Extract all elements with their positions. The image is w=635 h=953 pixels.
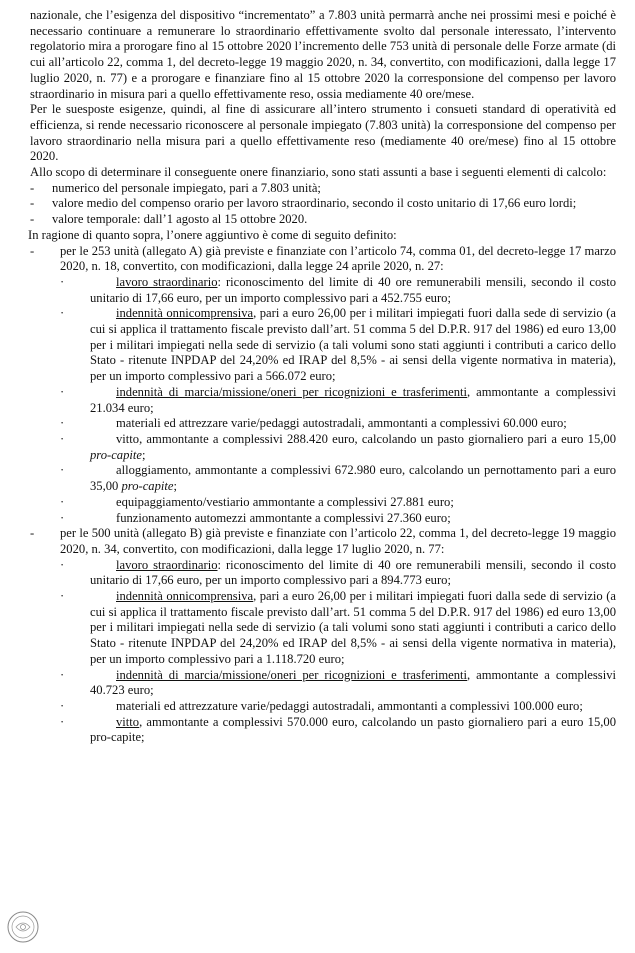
sub-bullet: · — [60, 510, 65, 525]
lavoro-label: lavoro straordinario — [116, 274, 218, 289]
group-b-lavoro — [60, 558, 616, 589]
group-a-sublist — [30, 275, 616, 526]
materiali-text: materiali ed attrezzare varie/pedaggi autostradali, ammontanti a complessivi 60.000 euro; — [116, 416, 567, 431]
lavoro-text: : riconoscimento del limite di 40 ore remunerabili mensili, secondo il costo unitario di 17,66 euro, per un importo complessivo pari a 452.755 euro; — [90, 274, 616, 305]
group-b-materiali — [60, 699, 616, 715]
calc-item-text: numerico del personale impiegato, pari a 7.803 unità; — [52, 180, 321, 195]
list-marker: - — [30, 526, 35, 541]
indennita-label: indennità onnicomprensiva — [116, 306, 254, 321]
sub-bullet: · — [60, 557, 65, 572]
paragraph-intro-2: Per le suesposte esigenze, quindi, al fine di assicurare all’intero strumento i consueti standard di operatività ed efficienza, si rende necessario riconoscere al personale impiegato (7.803 unità) la corresponsione del compenso per lavoro straordinario nella misura pari a quello effettivamente reso (mediamente 40 ore/mese) fino al 15 ottobre 2020. — [30, 102, 616, 164]
document-page — [30, 8, 616, 746]
vitto-text: vitto, ammontante a complessivi 288.420 euro, calcolando un pasto giornaliero pari a euro 15,00 — [116, 431, 616, 446]
equip-text: equipaggiamento/vestiario ammontante a complessivi 27.881 euro; — [116, 494, 454, 509]
group-b-indennita — [60, 589, 616, 668]
indennita-text: , pari a euro 26,00 per i militari impiegati fuori dalla sede di servizio (a cui si applica il trattamento fiscale previsto dall’art. 51 comma 5 del D.P.R. 917 del 1986) ed euro 13,00 per i militari impiegati nella sede di servizio (a tali volumi sono stati aggiunti i contributi a carico dello Stato - ritenute INPDAP del 24,20% ed IRAP del 8,5% - ai sensi della vigente normativa in materia), per un importo complessivo pari a 1.118.720 euro; — [90, 589, 616, 666]
group-a-indennita — [60, 306, 616, 385]
vitto-procapite: pro-capite — [90, 447, 142, 462]
paragraph-intro-3: Allo scopo di determinare il conseguente onere finanziario, sono stati assunti a base i seguenti elementi di calcolo: — [30, 165, 607, 180]
paragraph-intro-1: nazionale, che l’esigenza del dispositivo “incrementato” a 7.803 unità permarrà anche nei prossimi mesi e poiché è necessario continuare a remunerare lo straordinario effettivamente svolto dal personale interessato, l’intervento regolatorio mira a prorogare fino al 15 ottobre 2020 l’incremento delle 753 unità di personale delle Forze armate (di cui all’articolo 22, comma 1, del decreto-legge 19 maggio 2020, n. 34, convertito, con modificazioni, dalla legge 17 luglio 2020, n. 77) e a prorogare e finanziare fino al 15 ottobre 2020 la corresponsione del compenso per lavoro straordinario in misura pari a quello effettivamente reso, ossia mediamente 40 ore/mese. — [30, 8, 616, 101]
list-marker: - — [30, 243, 35, 258]
group-b-heading — [30, 526, 616, 557]
group-a-autom — [60, 511, 616, 527]
group-b-text: per le 500 unità (allegato B) già previste e finanziate con l’articolo 22, comma 1, del decreto-legge 19 maggio 2020, n. 34, convertito, con modificazioni, dalla legge 17 luglio 2020, n. 77: — [60, 526, 616, 556]
official-seal-stamp-icon — [6, 910, 40, 944]
group-a-alloggio — [60, 463, 616, 494]
sub-bullet: · — [60, 431, 65, 446]
group-a-marcia — [60, 385, 616, 416]
group-a-lavoro — [60, 275, 616, 306]
calc-item-text: valore temporale: dall’1 agosto al 15 ottobre 2020. — [52, 212, 308, 227]
sub-bullet: · — [60, 494, 65, 509]
alloggio-text: alloggiamento, ammontante a complessivi 672.980 euro, calcolando un pernottamento pari a euro 35,00 — [90, 463, 616, 494]
group-b-vitto — [60, 715, 616, 746]
autom-text: funzionamento automezzi ammontante a complessivi 27.360 euro; — [116, 510, 451, 525]
vitto-text: , ammontante a complessivi 570.000 euro, calcolando un pasto giornaliero pari a euro 15,00 pro-capite; — [90, 714, 616, 745]
group-a-materiali — [60, 416, 616, 432]
sub-bullet: · — [60, 384, 65, 399]
list-marker: - — [30, 180, 35, 195]
alloggio-procapite: pro-capite — [121, 479, 174, 494]
lavoro-label: lavoro straordinario — [116, 557, 218, 572]
sub-bullet: · — [60, 274, 65, 289]
calc-item-text: valore medio del compenso orario per lavoro straordinario, secondo il costo unitario di 17,66 euro lordi; — [52, 196, 577, 211]
lavoro-text: : riconoscimento del limite di 40 ore remunerabili mensili, secondo il costo unitario di 17,66 euro, per un importo complessivo pari a 894.773 euro; — [90, 557, 616, 588]
marcia-label: indennità di marcia/missione/oneri per ricognizioni e trasferimenti — [116, 384, 468, 399]
group-b-sublist — [30, 558, 616, 746]
sub-bullet: · — [60, 416, 65, 431]
sub-bullet: · — [60, 714, 65, 729]
marcia-text: , ammontante a complessivi 21.034 euro; — [90, 384, 616, 415]
paragraph-transition: In ragione di quanto sopra, l’onere aggiuntivo è come di seguito definito: — [28, 227, 397, 242]
sub-bullet: · — [60, 306, 65, 321]
marcia-label: indennità di marcia/missione/oneri per ricognizioni e trasferimenti — [116, 667, 468, 682]
indennita-label: indennità onnicomprensiva — [116, 589, 254, 604]
semicolon: ; — [142, 447, 146, 462]
group-a-equip — [60, 495, 616, 511]
sub-bullet: · — [60, 463, 65, 478]
calc-item — [30, 212, 616, 228]
sub-bullet: · — [60, 698, 65, 713]
list-marker: - — [30, 196, 35, 211]
materiali-text: materiali ed attrezzature varie/pedaggi autostradali, ammontanti a complessivi 100.000 euro; — [116, 698, 583, 713]
group-b-marcia — [60, 668, 616, 699]
list-marker: - — [30, 212, 35, 227]
sub-bullet: · — [60, 667, 65, 682]
calc-item — [30, 181, 616, 197]
group-a-text: per le 253 unità (allegato A) già previste e finanziate con l’articolo 74, comma 01, del decreto-legge 17 marzo 2020, n. 18, convertito, con modificazioni, dalla legge 24 aprile 2020, n. 27: — [60, 243, 616, 274]
group-a-heading — [30, 244, 616, 275]
indennita-text: , pari a euro 26,00 per i militari impiegati fuori dalla sede di servizio (a cui si applica il trattamento fiscale previsto dall’art. 51 comma 5 del D.P.R. 917 del 1986) ed euro 13,00 per i militari impiegati nella sede di servizio (a tali volumi sono stati aggiunti i contributi a carico dello Stato - ritenute INPDAP del 24,20% ed IRAP del 8,5% - ai sensi della vigente normativa in materia), per un importo complessivo pari a 566.072 euro; — [90, 306, 616, 384]
marcia-text: , ammontante a complessivi 40.723 euro; — [90, 667, 616, 698]
vitto-label: vitto — [116, 714, 140, 729]
semicolon: ; — [173, 479, 177, 494]
sub-bullet: · — [60, 589, 65, 604]
group-a-vitto — [60, 432, 616, 463]
calc-item — [30, 196, 616, 212]
